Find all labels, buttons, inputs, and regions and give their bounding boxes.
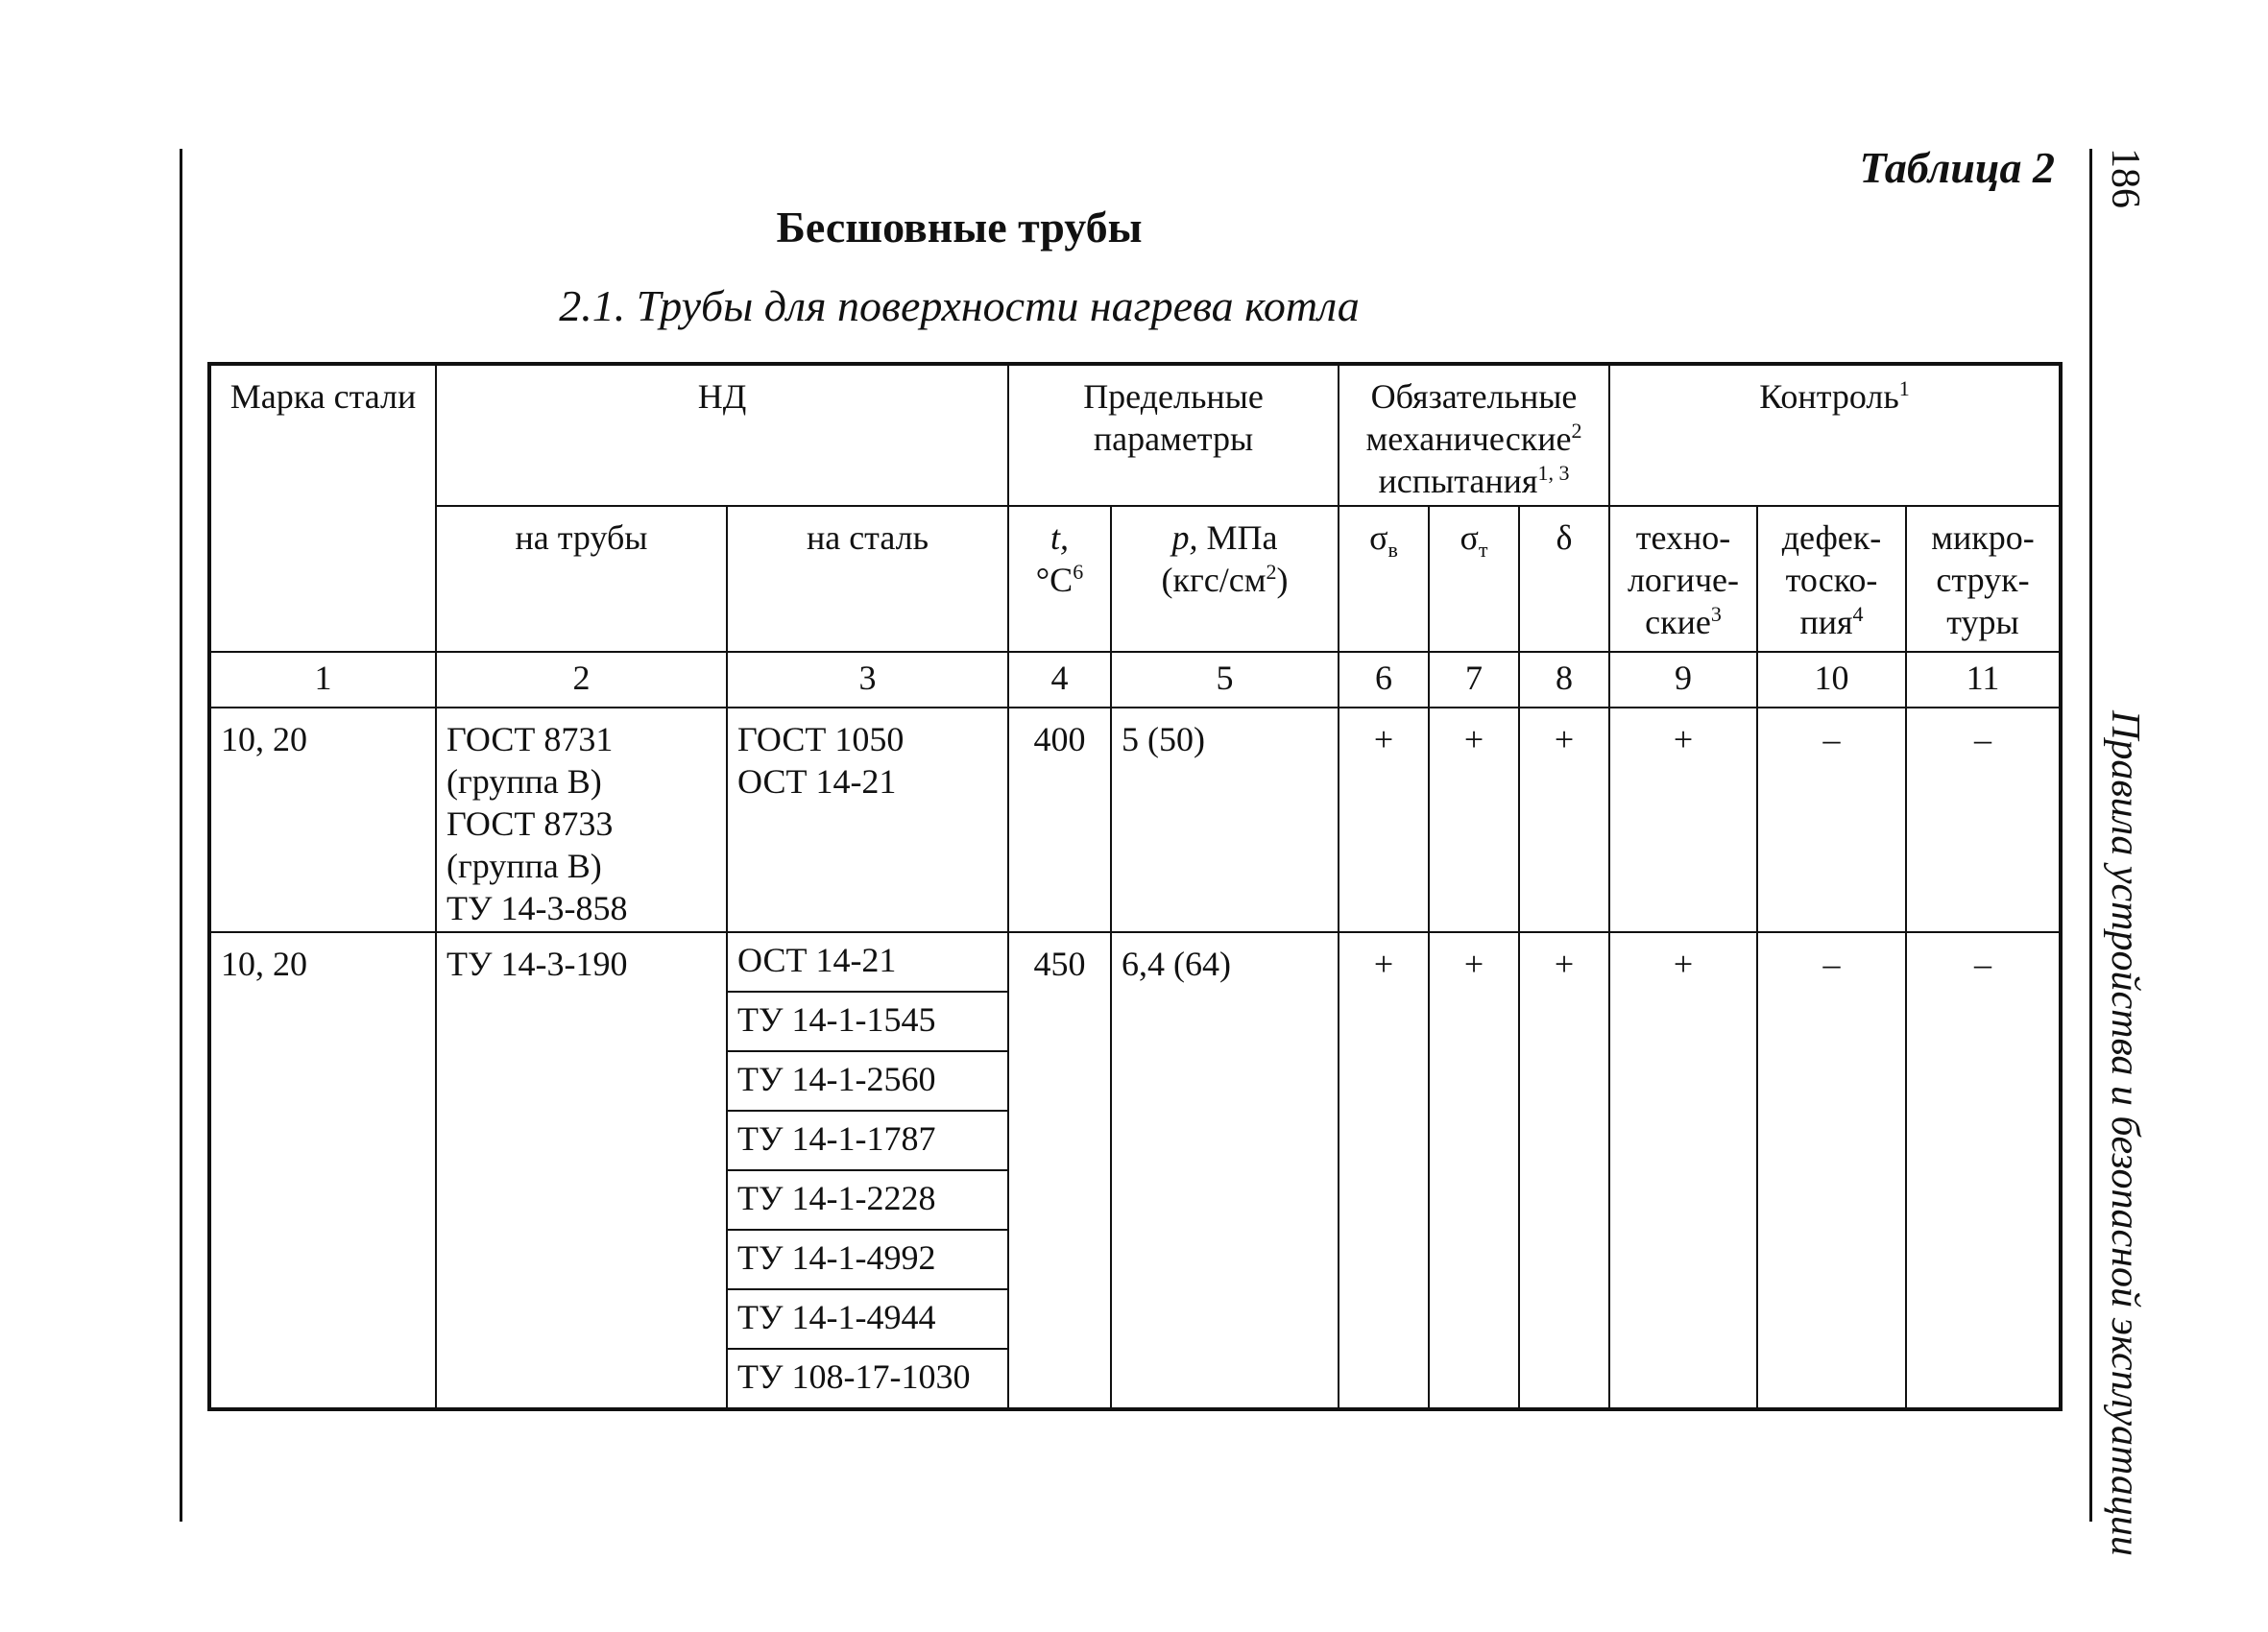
left-margin-rule	[180, 149, 182, 1522]
page-title: Бесшовные трубы	[776, 203, 1143, 252]
header-sigma-t: $\sigma_т$	[1429, 506, 1519, 652]
cell-pressure: 5 (50)	[1111, 708, 1339, 932]
header-mech: Обязательные механические$^2$ испытания$^{1, 3}$	[1339, 364, 1609, 506]
cell-sigma-b: +	[1339, 708, 1429, 932]
header-temperature: t, $^\circ C^6$	[1008, 506, 1111, 652]
cell-tech: +	[1609, 708, 1757, 932]
cell-temperature: 400	[1008, 708, 1111, 932]
header-limits: Предельные параметры	[1008, 364, 1339, 506]
col-number: 3	[727, 652, 1008, 708]
table-row	[209, 932, 2061, 992]
pipes-table	[207, 362, 2063, 1411]
cell-grade: 10, 20	[209, 932, 436, 1409]
header-defect: дефек-тоско-пия$^4$	[1757, 506, 1906, 652]
table-row	[209, 708, 2061, 932]
page-number: 186	[2103, 147, 2147, 208]
cell-nd-steel: ТУ 14-1-1787	[727, 1111, 1008, 1170]
cell-nd-steel: ОСТ 14-21	[727, 932, 1008, 992]
header-sigma-b: $\sigma_в$	[1339, 506, 1429, 652]
col-number: 1	[209, 652, 436, 708]
running-head: Правила устройства и безопасной эксплуатации	[2103, 710, 2147, 1556]
section-subtitle: 2.1. Трубы для поверхности нагрева котла	[559, 281, 1360, 330]
cell-nd-steel: ТУ 14-1-1545	[727, 992, 1008, 1051]
col-number: 2	[436, 652, 727, 708]
cell-nd-pipes: ТУ 14-3-190	[436, 932, 727, 1409]
col-number: 11	[1906, 652, 2061, 708]
col-number: 9	[1609, 652, 1757, 708]
cell-nd-steel: ТУ 14-1-4992	[727, 1230, 1008, 1289]
right-margin-rule	[2089, 149, 2092, 1522]
column-numbers-row	[209, 652, 2061, 708]
cell-pressure: 6,4 (64)	[1111, 932, 1339, 1409]
cell-nd-pipes: ГОСТ 8731 (группа В) ГОСТ 8733 (группа В) ТУ 14-3-858	[436, 708, 727, 932]
col-number: 10	[1757, 652, 1906, 708]
cell-defect: –	[1757, 708, 1906, 932]
cell-nd-steel: ГОСТ 1050 ОСТ 14-21	[727, 708, 1008, 932]
cell-grade: 10, 20	[209, 708, 436, 932]
table-label: Таблица 2	[1859, 143, 2055, 192]
header-nd-steel: на сталь	[727, 506, 1008, 652]
cell-sigma-t: +	[1429, 708, 1519, 932]
header-control: Контроль$^1$	[1609, 364, 2061, 506]
header-delta: δ	[1519, 506, 1609, 652]
header-nd: НД	[436, 364, 1008, 506]
cell-nd-steel: ТУ 14-1-2560	[727, 1051, 1008, 1111]
cell-nd-steel: ТУ 108-17-1030	[727, 1349, 1008, 1409]
header-nd-pipes: на трубы	[436, 506, 727, 652]
col-number: 6	[1339, 652, 1429, 708]
cell-defect: –	[1757, 932, 1906, 1409]
col-number: 4	[1008, 652, 1111, 708]
header-grade: Марка стали	[209, 364, 436, 652]
header-tech: техно-логиче-ские$^3$	[1609, 506, 1757, 652]
col-number: 8	[1519, 652, 1609, 708]
cell-nd-steel: ТУ 14-1-4944	[727, 1289, 1008, 1349]
header-pressure: p, МПа $(кгс/см^2)$	[1111, 506, 1339, 652]
cell-delta: +	[1519, 708, 1609, 932]
cell-micro: –	[1906, 932, 2061, 1409]
cell-micro: –	[1906, 708, 2061, 932]
cell-sigma-b: +	[1339, 932, 1429, 1409]
cell-temperature: 450	[1008, 932, 1111, 1409]
col-number: 7	[1429, 652, 1519, 708]
cell-delta: +	[1519, 932, 1609, 1409]
cell-nd-steel: ТУ 14-1-2228	[727, 1170, 1008, 1230]
header-micro: микро-струк-туры	[1906, 506, 2061, 652]
cell-sigma-t: +	[1429, 932, 1519, 1409]
col-number: 5	[1111, 652, 1339, 708]
cell-tech: +	[1609, 932, 1757, 1409]
